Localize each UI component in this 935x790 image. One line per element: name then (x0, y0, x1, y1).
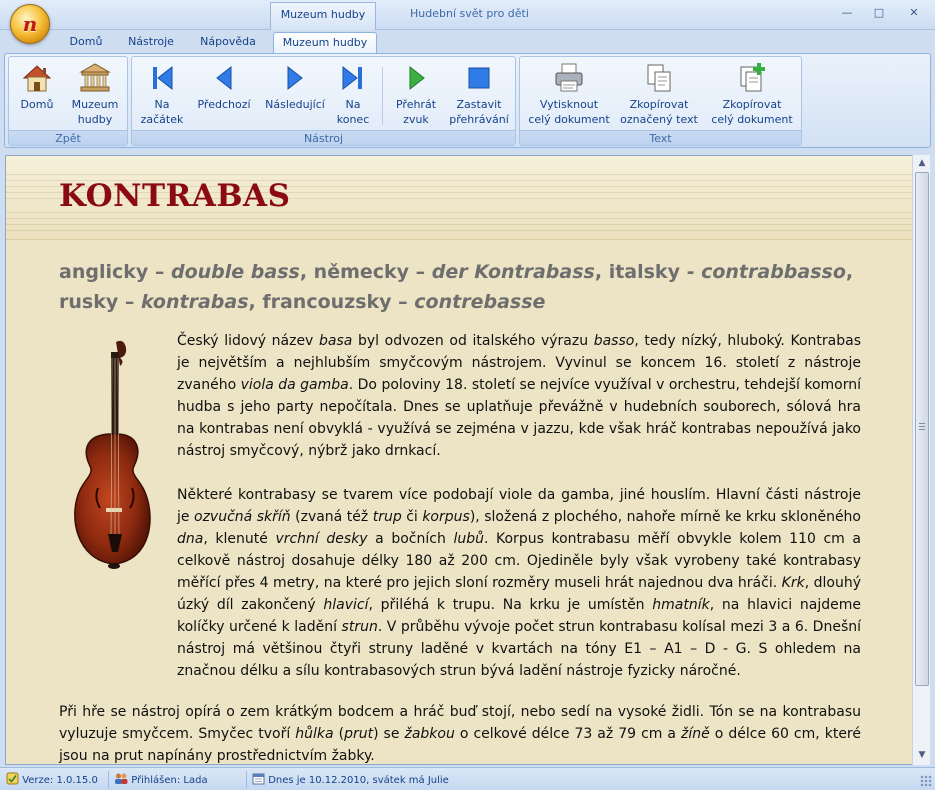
document-header (6, 156, 912, 240)
status-bar (0, 767, 935, 790)
subtitle-text: , německy – (299, 261, 432, 283)
subtitle-name: contrebasse (414, 291, 546, 313)
status-date (252, 772, 449, 787)
copy-icon (642, 61, 676, 95)
first-icon (145, 61, 179, 95)
first-button-label-line2: začátek (140, 113, 184, 126)
scrollbar-grip-icon (919, 423, 925, 430)
paragraph-2-term: trup (372, 509, 402, 525)
copy-document-label-line2: celý dokument (711, 113, 793, 126)
first-button[interactable] (136, 61, 188, 127)
paragraph-2-text: či (401, 509, 423, 525)
ribbon-separator (382, 67, 383, 125)
ribbon-group-back-label: Zpět (9, 130, 127, 145)
subtitle-text: , italsky - (594, 261, 702, 283)
previous-button-label: Předchozí (197, 98, 251, 111)
copy-selected-button[interactable] (616, 61, 702, 127)
tab-domu[interactable]: Domů (69, 35, 103, 48)
paragraph-3-text: o délce 60 cm, které jsou na prut napínány prostřednictvím žabky. (59, 726, 861, 764)
play-icon (399, 61, 433, 95)
copy-selected-label-line2: označený text (620, 113, 698, 126)
vertical-scrollbar[interactable] (912, 155, 930, 765)
paragraph-2-text: a bočních (367, 531, 454, 547)
window-title: Hudební svět pro děti (410, 7, 529, 20)
paragraph-1-text: , tedy nízký, hluboký. Kontrabas je největším a nejhlubším smyčcovým nástrojem. Vyvinul se koncem 16. století z nástroje zvaného (177, 333, 862, 393)
paragraph-2 (177, 484, 861, 682)
stop-playback-label-line2: přehrávání (449, 113, 509, 126)
users-icon (114, 772, 128, 785)
music-museum-label-line1: Muzeum (71, 98, 119, 111)
status-version-text: Verze: 1.0.15.0 (22, 775, 98, 786)
paragraph-2-term: strun (341, 619, 378, 635)
printer-icon (552, 61, 586, 95)
copy-all-icon (735, 61, 769, 95)
ribbon-group-instrument-label: Nástroj (132, 130, 515, 145)
paragraph-2-text: , na hlavici najdeme kolíčky určené k ladění (177, 597, 861, 635)
paragraph-1-term: viola da gamba (240, 377, 349, 393)
status-version (6, 772, 98, 787)
stop-playback-button[interactable] (446, 61, 512, 127)
previous-icon (207, 61, 241, 95)
ribbon-group-back (8, 56, 128, 146)
paragraph-2-term: hlavicí (323, 597, 369, 613)
document-view (5, 155, 913, 765)
paragraph-2-text: , přiléhá k trupu. Na krku je umístěn (368, 597, 653, 613)
paragraph-3-text: ( (333, 726, 345, 742)
paragraph-2-text: (zvaná též (290, 509, 373, 525)
play-sound-label-line1: Přehrát (395, 98, 437, 111)
paragraph-2-term: lubů (453, 531, 484, 547)
home-button-label: Domů (20, 98, 54, 111)
music-museum-button[interactable] (65, 61, 125, 127)
play-sound-button[interactable] (388, 61, 444, 127)
stop-icon (462, 61, 496, 95)
subtitle-text: , rusky – (59, 261, 854, 313)
document-body (6, 241, 912, 765)
print-document-label-line1: Vytisknout (539, 98, 599, 111)
title-bar (0, 0, 935, 30)
paragraph-2-term: dna (177, 531, 204, 547)
paragraph-2-text: , dlouhý úzký díl zakončený (177, 575, 861, 613)
paragraph-3-text: o celkové délce 73 až 79 cm a (454, 726, 682, 742)
ribbon-group-instrument (131, 56, 516, 146)
paragraph-2-term: ozvučná skříň (194, 509, 291, 525)
play-sound-label-line2: zvuk (403, 113, 429, 126)
ribbon-tabs (0, 30, 935, 54)
subtitle-text: anglicky – (59, 261, 171, 283)
paragraph-3-term: hůlka (295, 726, 334, 742)
status-user (114, 772, 208, 787)
next-button[interactable] (260, 61, 330, 112)
paragraph-1-text: Český lidový název (177, 333, 319, 349)
calendar-icon (252, 772, 265, 785)
paragraph-2-term: hmatník (652, 597, 710, 613)
paragraph-3-text: Při hře se nástroj opírá o zem krátkým bodcem a hráč buď stojí, nebo sedí na vysoké židli. Tón se na kontrabasu vyluzuje smyčcem. Smyčec tvoří (59, 704, 861, 742)
paragraph-1-text: byl odvozen od italského výrazu (352, 333, 594, 349)
museum-icon (78, 61, 112, 95)
print-document-label-line2: celý dokument (528, 113, 610, 126)
close-icon[interactable]: ✕ (909, 6, 919, 19)
scroll-up-icon[interactable]: ▲ (918, 158, 926, 168)
paragraph-1 (177, 330, 861, 462)
music-museum-label-line2: hudby (77, 113, 113, 126)
minimize-icon[interactable]: — (841, 6, 853, 19)
print-document-button[interactable] (526, 61, 612, 127)
version-icon (6, 772, 19, 785)
last-icon (336, 61, 370, 95)
paragraph-2-text: ), složená z plochého, nahoře mírně ke krku skloněného (469, 509, 861, 525)
tab-muzeum-hudby[interactable]: Muzeum hudby (273, 32, 377, 55)
tab-nastroje[interactable]: Nástroje (128, 35, 174, 48)
ribbon-group-text-label: Text (520, 130, 801, 145)
paragraph-3-term: žabkou (404, 726, 455, 742)
paragraph-3-text: ) se (373, 726, 405, 742)
copy-document-label-line1: Zkopírovat (722, 98, 782, 111)
copy-selected-label-line1: Zkopírovat (629, 98, 689, 111)
previous-button[interactable] (192, 61, 256, 112)
paragraph-2-term: korpus (422, 509, 470, 525)
tab-napoveda[interactable]: Nápověda (200, 35, 256, 48)
last-button-label-line2: konec (336, 113, 370, 126)
home-icon (20, 61, 54, 95)
paragraph-3-term: žíně (681, 726, 710, 742)
context-tab-label: Muzeum hudby (270, 2, 376, 30)
paragraph-2-text: Některé kontrabasy se tvarem více podobají viole da gamba, jiné houslím. Hlavní části nástroje je (177, 487, 861, 525)
first-button-label-line1: Na (154, 98, 170, 111)
next-icon (278, 61, 312, 95)
ribbon (4, 53, 931, 148)
paragraph-2-text: . Korpus kontrabasu měří obvykle kolem 110 cm a celkově nástroj dosahuje délky 180 až 200 cm. Ojediněle byly však vyrobeny také kontrabasy měřící přes 4 metry, na které pro jejich sloní rozměry museli hrát najednou dva hráči. (177, 531, 861, 591)
paragraph-2-text: . V průběhu vývoje počet strun kontrabasu kolísal mezi 3 a 6. Dnešní nástroj má většinou čtyři struny laděné v kvartách na tóny E1 – A1 – D - G. S ohledem na značnou délku a sílu kontrabasových strun bývá ladění nástroje fyzicky náročné. (177, 619, 862, 679)
subtitle-name: der Kontrabass (431, 261, 595, 283)
home-button[interactable] (15, 61, 59, 112)
double-bass-image (56, 338, 156, 578)
last-button-label-line1: Na (345, 98, 361, 111)
subtitle-name: double bass (171, 261, 300, 283)
application-menu-button[interactable] (10, 4, 50, 44)
ribbon-group-text (519, 56, 802, 146)
paragraph-3 (59, 701, 861, 765)
paragraph-1-term: basa (318, 333, 353, 349)
page-title: KONTRABAS (59, 178, 291, 214)
subtitle-translations (59, 257, 859, 317)
status-date-text: Dnes je 10.12.2010, svátek má Julie (268, 775, 449, 786)
paragraph-2-term: Krk (781, 575, 805, 591)
paragraph-1-text: . Do poloviny 18. století se nejvíce využíval v orchestru, tehdejší komorní hudba s jeho party nepočítala. Dnes se uplatňuje převážně v hudebních souborech, sólová hra na kontrabas není obvyklá - využívá se zejména v jazzu, kde však hráč kontrabas nepoužívá jako nástroj smyčcový, nýbrž jako drnkací. (177, 377, 861, 459)
resize-grip-icon[interactable] (920, 775, 932, 787)
scrollbar-thumb[interactable] (915, 172, 929, 686)
subtitle-name: contrabbasso (701, 261, 846, 283)
stop-playback-label-line1: Zastavit (456, 98, 502, 111)
paragraph-2-term: vrchní desky (275, 531, 368, 547)
paragraph-1-term: basso (593, 333, 635, 349)
last-button[interactable] (332, 61, 374, 127)
subtitle-text: , francouzsky – (248, 291, 415, 313)
status-user-text: Přihlášen: Lada (131, 775, 208, 786)
next-button-label: Následující (265, 98, 325, 111)
subtitle-name: kontrabas (140, 291, 249, 313)
maximize-icon[interactable]: □ (873, 6, 885, 19)
app-logo-icon: n (22, 12, 38, 36)
copy-document-button[interactable] (706, 61, 798, 127)
paragraph-3-term: prut (344, 726, 374, 742)
scroll-down-icon[interactable]: ▼ (918, 750, 926, 760)
paragraph-2-text: , klenuté (203, 531, 276, 547)
